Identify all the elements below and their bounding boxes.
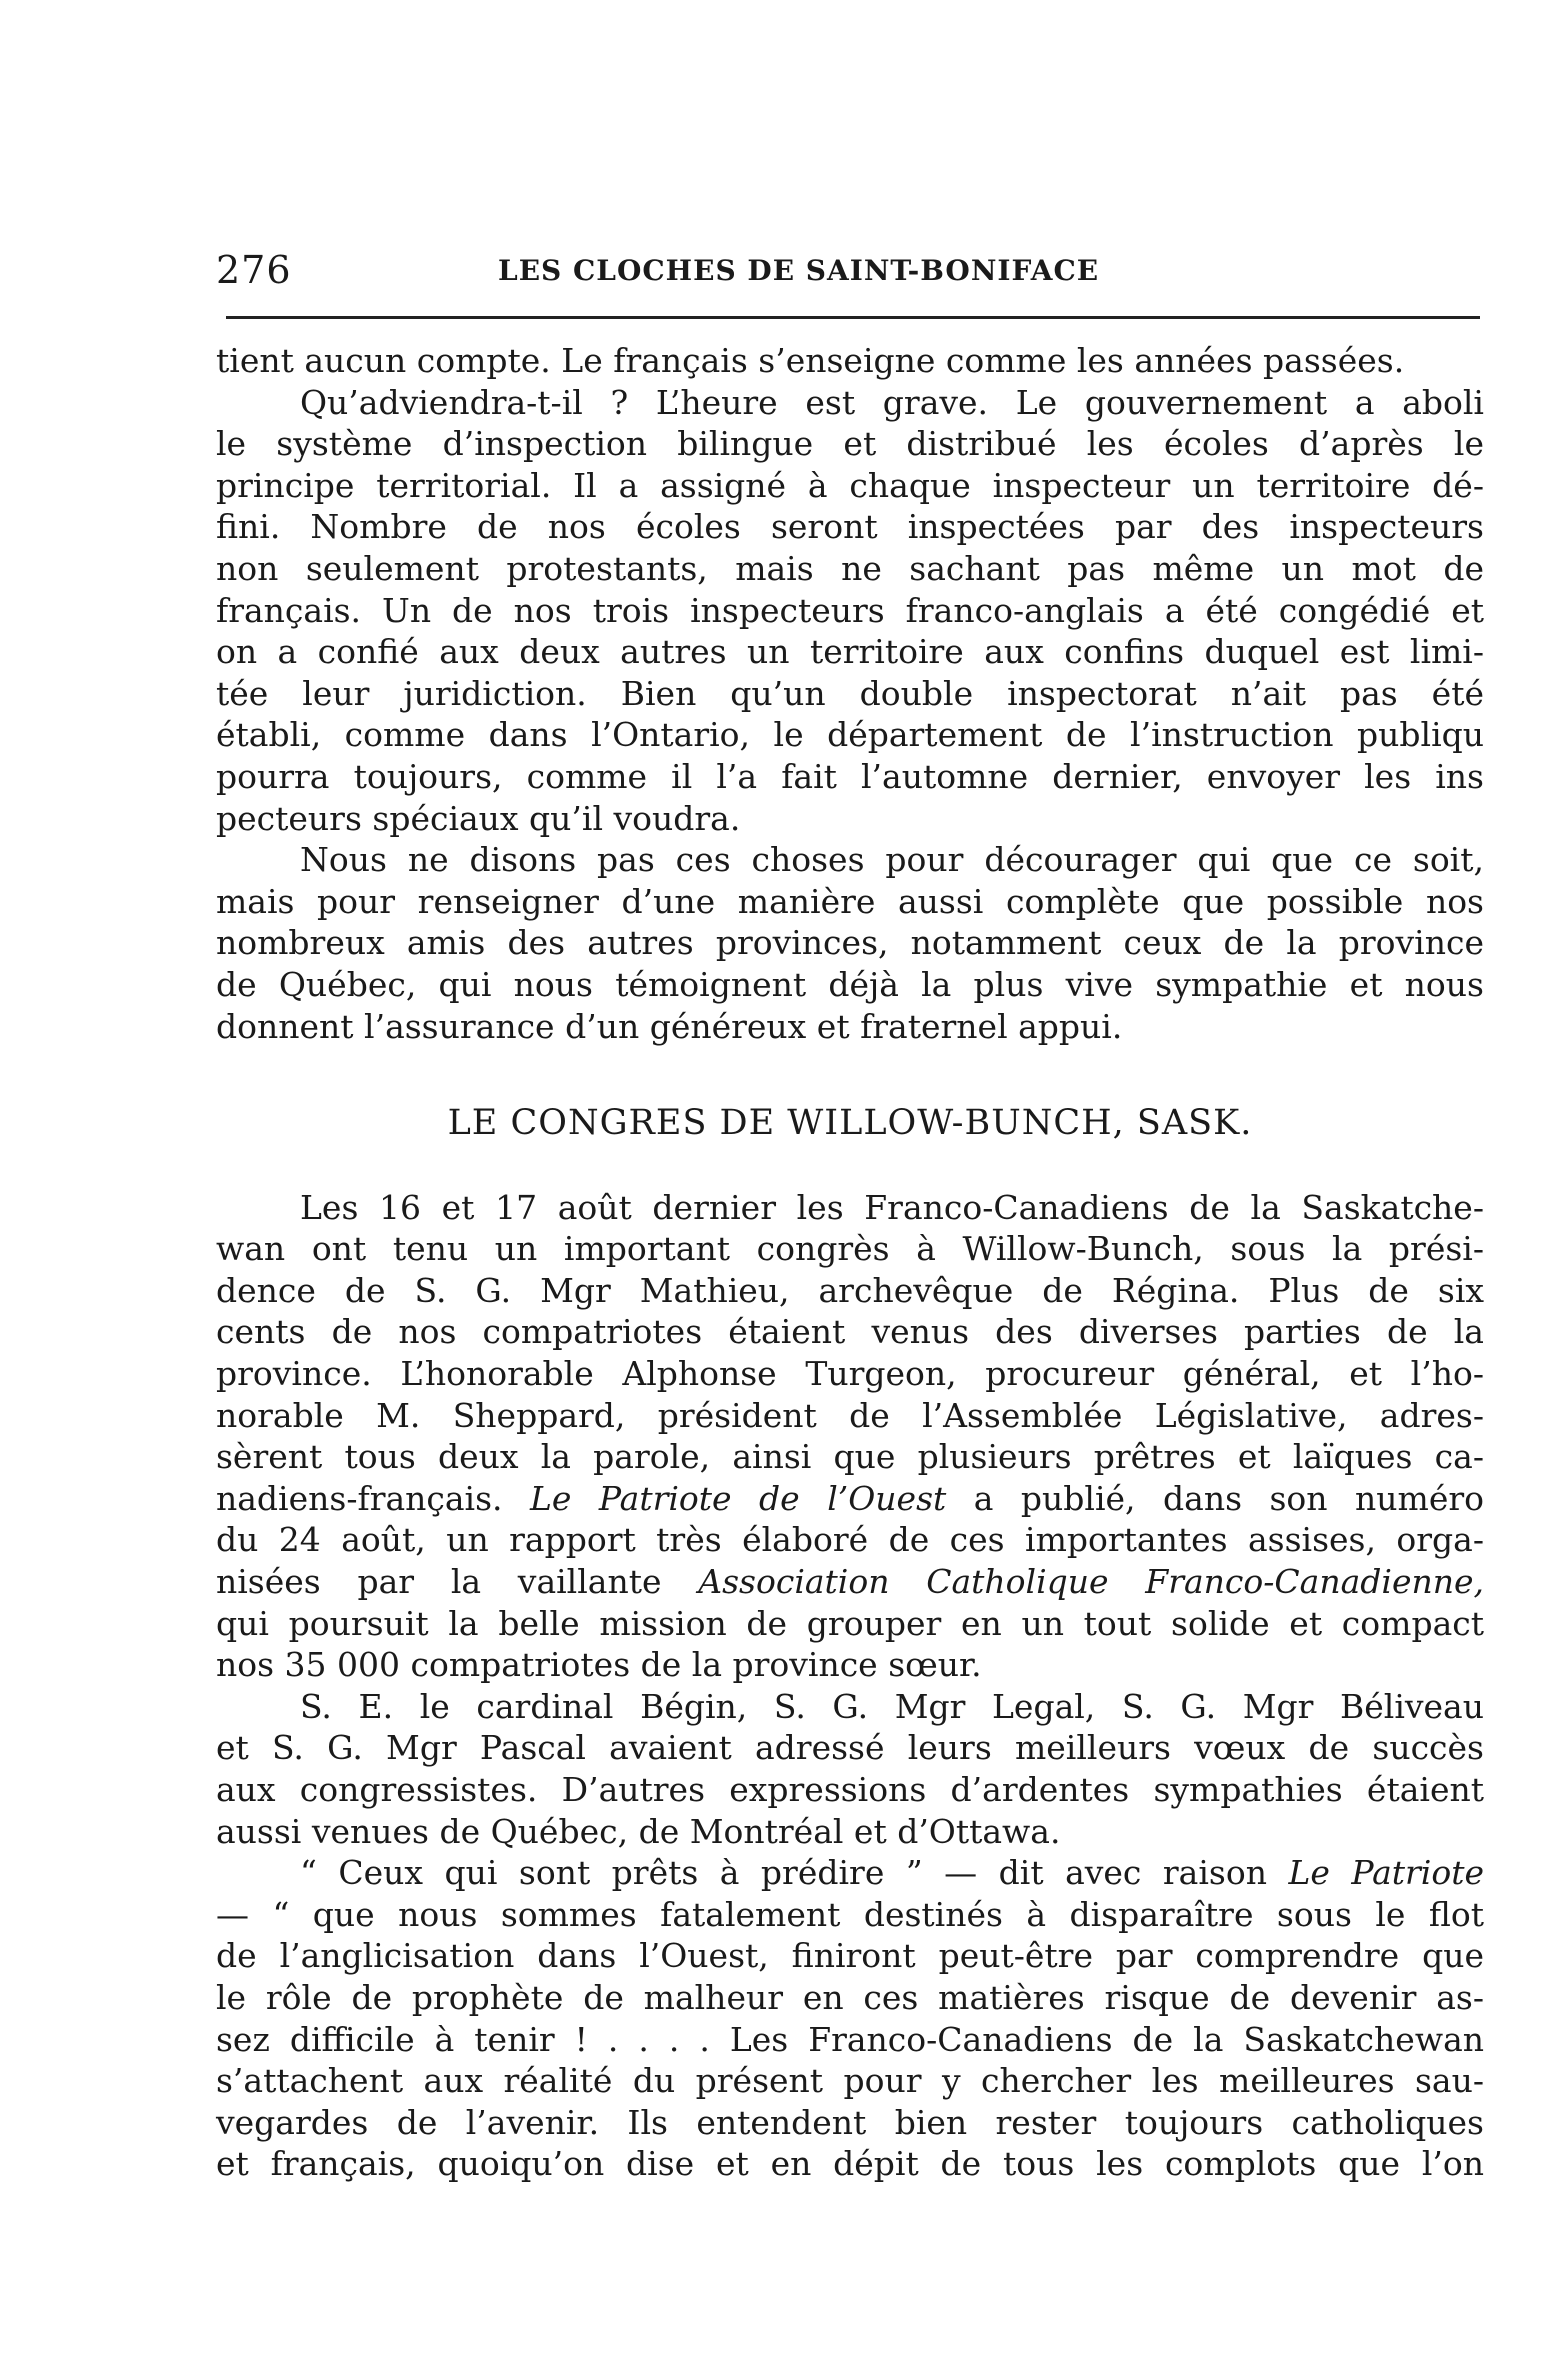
paragraph-continued — [216, 340, 1484, 382]
text-line: établi, comme dans l’Ontario, le département de l’instruction publiqu — [216, 715, 1484, 755]
text-line: sèrent tous deux la parole, ainsi que plusieurs prêtres et laïques ca- — [216, 1437, 1484, 1477]
text-line: vegardes de l’avenir. Ils entendent bien rester toujours catholiques — [216, 2102, 1484, 2142]
paragraph-purpose — [216, 839, 1484, 1047]
section-heading: LE CONGRES DE WILLOW-BUNCH, SASK. — [447, 1103, 1253, 1144]
text-line: province. L’honorable Alphonse Turgeon, procureur général, et l’ho- — [216, 1354, 1484, 1394]
text-line: on a confié aux deux autres un territoire aux confins duquel est limi- — [216, 632, 1484, 672]
text-line: aux congressistes. D’autres expressions d’ardentes sympathies étaient — [216, 1770, 1484, 1809]
text-line: de l’anglicisation dans l’Ouest, finiront peut-être par comprendre que — [216, 1936, 1484, 1976]
text-line: S. E. le cardinal Bégin, S. G. Mgr Legal, S. G. Mgr Béliveau — [300, 1686, 1484, 1726]
text-line: Les 16 et 17 août dernier les Franco-Canadiens de la Saskatche- — [300, 1187, 1484, 1227]
text-line: Nous ne disons pas ces choses pour décourager qui que ce soit, — [300, 840, 1484, 880]
newspaper-title: Le Patriote — [1288, 1853, 1485, 1893]
text-line: le rôle de prophète de malheur en ces matières risque de devenir as- — [216, 1977, 1484, 2017]
text-segment: a publié, dans son numéro — [973, 1478, 1484, 1518]
text-line: tient aucun compte. Le français s’enseigne comme les années passées. — [216, 341, 1405, 380]
paragraph-wishes — [216, 1686, 1484, 1852]
newspaper-title: Le Patriote de l’Ouest — [530, 1478, 947, 1518]
running-title: LES CLOCHES DE SAINT-BONIFACE — [498, 254, 1100, 287]
text-line: non seulement protestants, mais ne sachant pas même un mot de — [216, 548, 1484, 588]
text-line: français. Un de nos trois inspecteurs franco-anglais a été congédié et — [216, 590, 1484, 630]
association-name: Association Catholique Franco-Canadienne, — [698, 1562, 1484, 1602]
text-line: nos 35 000 compatriotes de la province sœur. — [216, 1645, 982, 1685]
text-line: dence de S. G. Mgr Mathieu, archevêque de Régina. Plus de six — [216, 1270, 1484, 1310]
header-rule — [226, 316, 1480, 319]
paragraph-quote — [216, 1852, 1484, 2185]
text-line: mais pour renseigner d’une manière aussi complète que possible nos — [216, 881, 1484, 921]
text-line: tée leur juridiction. Bien qu’un double inspectorat n’ait pas été — [216, 673, 1484, 713]
text-line: du 24 août, un rapport très élaboré de ces importantes assises, orga- — [216, 1520, 1484, 1560]
text-segment: nisées par la vaillante — [216, 1562, 662, 1602]
text-line: principe territorial. Il a assigné à chaque inspecteur un territoire dé- — [216, 465, 1484, 505]
text-line: — “ que nous sommes fatalement destinés à disparaître sous le flot — [216, 1894, 1484, 1934]
text-line: pecteurs spéciaux qu’il voudra. — [216, 798, 741, 838]
body-text — [216, 340, 1484, 2185]
paragraph-congress — [216, 1187, 1484, 1686]
text-line: Qu’adviendra-t-il ? L’heure est grave. Le gouvernement a aboli — [300, 382, 1484, 422]
running-head — [216, 248, 1480, 298]
text-segment: nadiens-français. — [216, 1478, 503, 1518]
text-line: nombreux amis des autres provinces, notamment ceux de la province — [216, 923, 1484, 963]
text-line — [216, 1478, 1484, 1520]
text-line — [216, 1561, 1484, 1603]
text-line: cents de nos compatriotes étaient venus des diverses parties de la — [216, 1312, 1484, 1352]
paragraph-inspection — [216, 382, 1484, 840]
text-line: le système d’inspection bilingue et distribué les écoles d’après le — [216, 424, 1484, 464]
text-line: pourra toujours, comme il l’a fait l’automne dernier, envoyer les ins — [216, 756, 1484, 796]
text-line: qui poursuit la belle mission de grouper en un tout solide et compact — [216, 1603, 1484, 1643]
text-line: et français, quoiqu’on dise et en dépit de tous les complots que l’on — [216, 2144, 1484, 2184]
text-line: de Québec, qui nous témoignent déjà la plus vive sympathie et nous — [216, 964, 1484, 1004]
text-line: wan ont tenu un important congrès à Willow-Bunch, sous la prési- — [216, 1229, 1484, 1269]
page-number: 276 — [216, 248, 292, 292]
text-line: donnent l’assurance d’un généreux et fraternel appui. — [216, 1006, 1123, 1046]
text-line: norable M. Sheppard, président de l’Assemblée Législative, adres- — [216, 1395, 1484, 1435]
text-line: sez difficile à tenir ! . . . . Les Franco-Canadiens de la Saskatchewan — [216, 2019, 1484, 2059]
text-line — [216, 1852, 1484, 1894]
text-line: s’attachent aux réalité du présent pour y chercher les meilleures sau- — [216, 2061, 1484, 2101]
text-segment: “ Ceux qui sont prêts à prédire ” — dit avec raison — [300, 1853, 1267, 1893]
text-line: et S. G. Mgr Pascal avaient adressé leurs meilleurs vœux de succès — [216, 1728, 1484, 1768]
text-line: aussi venues de Québec, de Montréal et d’Ottawa. — [216, 1811, 1061, 1851]
text-line: fini. Nombre de nos écoles seront inspectées par des inspecteurs — [216, 507, 1484, 547]
